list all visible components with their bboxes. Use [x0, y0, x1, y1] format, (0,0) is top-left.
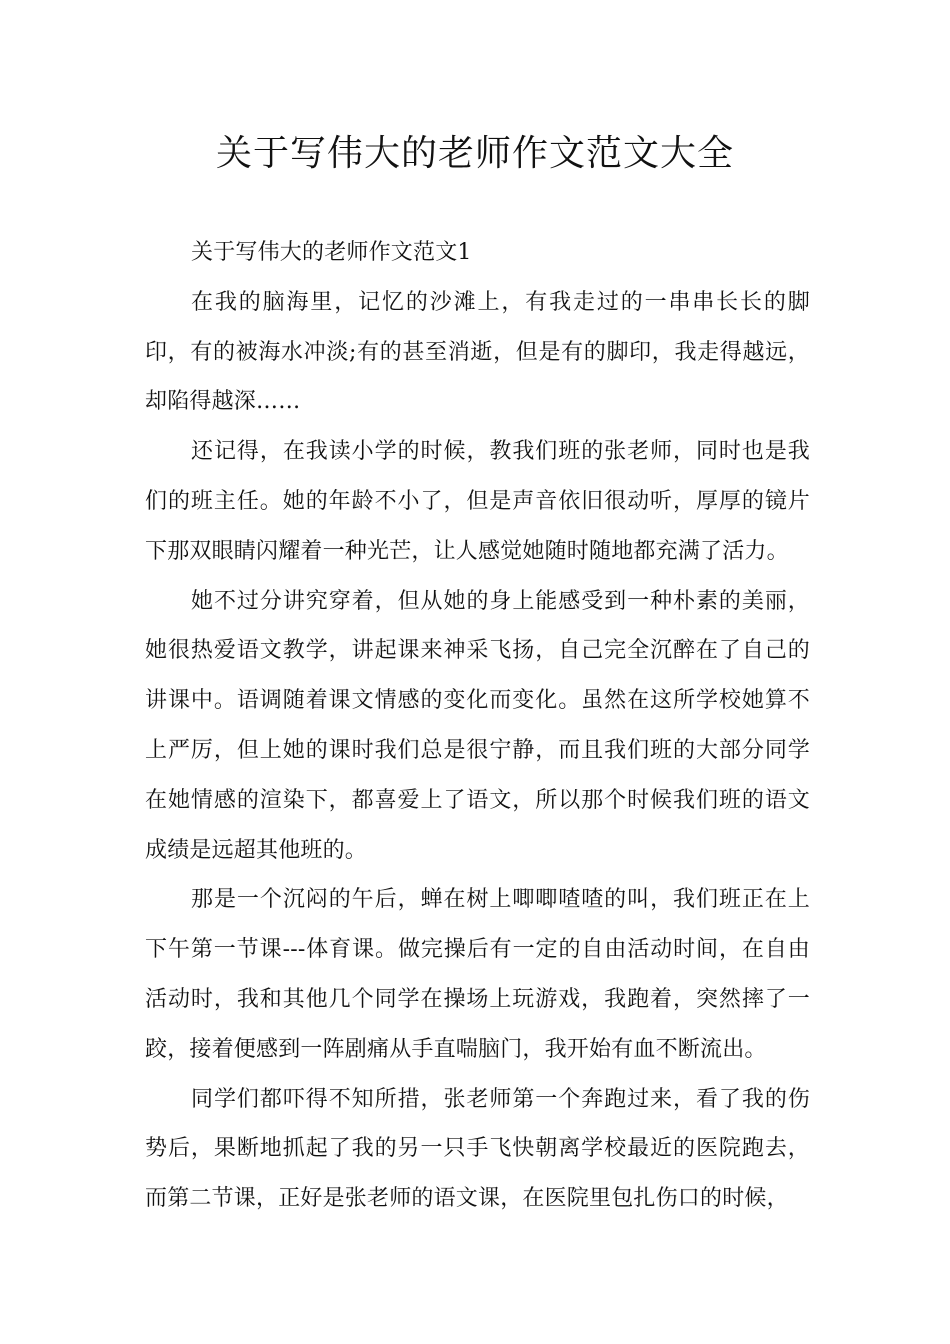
paragraph-1: 在我的脑海里，记忆的沙滩上，有我走过的一串串长长的脚印，有的被海水冲淡;有的甚至消逝，但是有的脚印，我走得越远，却陷得越深……	[145, 289, 810, 415]
document-body	[145, 228, 810, 1224]
paragraph-5: 同学们都吓得不知所措，张老师第一个奔跑过来，看了我的伤势后，果断地抓起了我的另一只手飞快朝离学校最近的医院跑去，而第二节课，正好是张老师的语文课，在医院里包扎伤口的时候，	[145, 1086, 810, 1212]
paragraph-3: 她不过分讲究穿着，但从她的身上能感受到一种朴素的美丽，她很热爱语文教学，讲起课来神采飞扬，自己完全沉醉在了自己的讲课中。语调随着课文情感的变化而变化。虽然在这所学校她算不上严厉，但上她的课时我们总是很宁静，而且我们班的大部分同学在她情感的渲染下，都喜爱上了语文，所以那个时候我们班的语文成绩是远超其他班的。	[145, 588, 810, 863]
paragraph-2: 还记得，在我读小学的时候，教我们班的张老师，同时也是我们的班主任。她的年龄不小了，但是声音依旧很动听，厚厚的镜片下那双眼睛闪耀着一种光芒，让人感觉她随时随地都充满了活力。	[145, 439, 810, 564]
document-title: 关于写伟大的老师作文范文大全	[215, 133, 734, 174]
paragraph-4: 那是一个沉闷的午后，蝉在树上唧唧喳喳的叫，我们班正在上下午第一节课---体育课。做完操后有一定的自由活动时间，在自由活动时，我和其他几个同学在操场上玩游戏，我跑着，突然摔了一跤，接着便感到一阵剧痛从手直喘脑门，我开始有血不断流出。	[145, 887, 810, 1062]
section-heading: 关于写伟大的老师作文范文1	[191, 240, 472, 265]
